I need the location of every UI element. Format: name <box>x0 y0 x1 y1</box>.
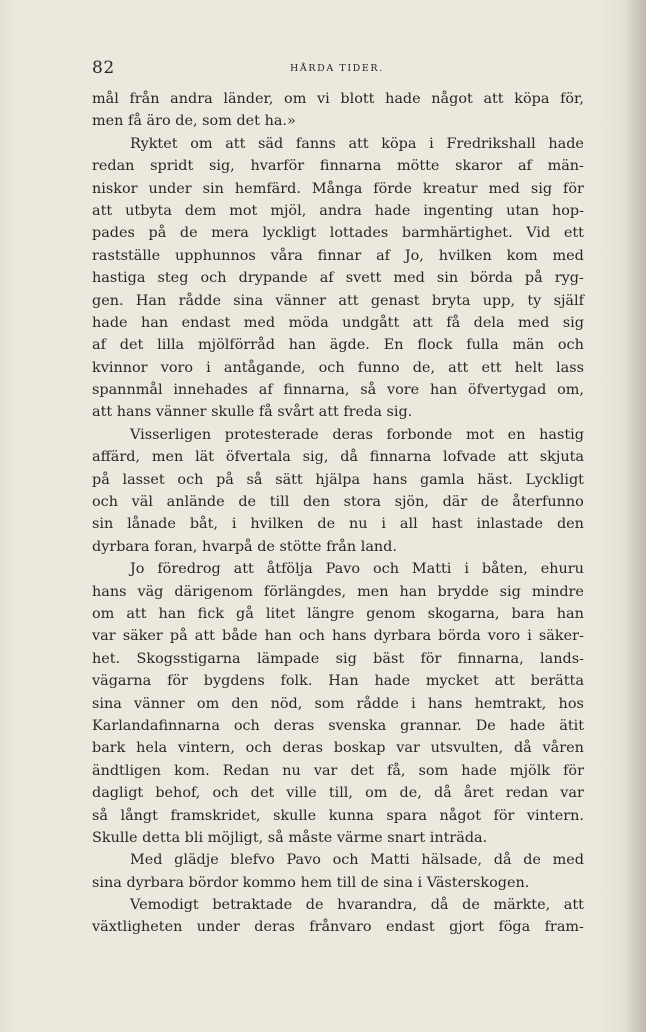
text-line: att hans vänner skulle få svårt att freda sig. <box>92 404 413 421</box>
text-line: så långt framskridet, skulle kunna spara något för vintern. <box>92 807 584 824</box>
text-line: sina dyrbara bördor kommo hem till de sina i Västerskogen. <box>92 874 530 891</box>
text-line: Med glädje blefvo Pavo och Matti hälsade, då de med <box>130 852 584 869</box>
paragraph <box>92 849 584 894</box>
text-line: Karlandafinnarna och deras svenska grannar. De hade ätit <box>92 717 584 734</box>
text-line: om att han fick gå litet längre genom skogarna, bara han <box>92 605 584 622</box>
text-line: hans väg därigenom förlängdes, men han brydde sig mindre <box>92 583 584 600</box>
text-line: gen. Han rådde sina vänner att genast bryta upp, ty själf <box>92 292 584 309</box>
text-line: på lasset och på så sätt hjälpa hans gamla häst. Lyckligt <box>92 471 584 488</box>
paragraph <box>92 558 584 849</box>
page-number: 82 <box>92 58 115 78</box>
text-line: hastiga steg och drypande af svett med sin börda på ryg- <box>92 270 584 287</box>
text-line: hade han endast med möda undgått att få dela med sig <box>92 314 584 331</box>
text-line: Skulle detta bli möjligt, så måste värme snart inträda. <box>92 829 488 846</box>
text-line: att utbyta dem mot mjöl, andra hade ingenting utan hop- <box>92 202 584 219</box>
text-line: men få äro de, som det ha.» <box>92 113 296 130</box>
text-line: dagligt behof, och det ville till, om de, då året redan var <box>92 785 584 802</box>
text-line: och väl anlände de till den stora sjön, där de återfunno <box>92 494 584 511</box>
paragraph <box>92 88 584 133</box>
text-line: var säker på att både han och hans dyrbara börda voro i säker- <box>92 628 584 645</box>
text-line: niskor under sin hemfärd. Många förde kreatur med sig för <box>92 180 584 197</box>
text-line: rastställe upphunnos våra finnar af Jo, hvilken kom med <box>92 247 584 264</box>
text-line: pades på de mera lyckligt lottades barmhärtighet. Vid ett <box>92 225 584 242</box>
text-line: spannmål innehades af finnarna, så vore han öfvertygad om, <box>92 382 584 399</box>
text-line: kvinnor voro i antågande, och funno de, att ett helt lass <box>92 359 584 376</box>
text-line: dyrbara foran, hvarpå de stötte från land. <box>92 538 397 555</box>
text-line: Jo föredrog att åtfölja Pavo och Matti i båten, ehuru <box>130 561 584 578</box>
paragraph <box>92 424 584 558</box>
text-line: affärd, men lät öfvertala sig, då finnarna lofvade att skjuta <box>92 449 584 466</box>
text-line: vägarna för bygdens folk. Han hade mycket att berätta <box>92 673 584 690</box>
text-line: af det lilla mjölförråd han ägde. En flock fulla män och <box>92 337 584 354</box>
text-line: bark hela vintern, och deras boskap var utsvulten, då våren <box>92 740 584 757</box>
page-header <box>92 58 586 80</box>
page-edge-shadow <box>626 0 646 1032</box>
text-line: mål från andra länder, om vi blott hade något att köpa för, <box>92 91 584 107</box>
running-head: HÅRDA TIDER. <box>290 63 384 74</box>
text-line: växtligheten under deras frånvaro endast gjort föga fram- <box>92 919 584 936</box>
paragraph <box>92 894 584 939</box>
text-line: ändtligen kom. Redan nu var det få, som hade mjölk för <box>92 762 584 779</box>
text-line: Ryktet om att säd fanns att köpa i Fredrikshall hade <box>130 135 584 152</box>
text-line: sin lånade båt, i hvilken de nu i all hast inlastade den <box>92 516 584 533</box>
text-line: het. Skogsstigarna lämpade sig bäst för finnarna, lands- <box>92 650 584 667</box>
text-line: sina vänner om den nöd, som rådde i hans hemtrakt, hos <box>92 695 584 712</box>
text-line: Vemodigt betraktade de hvarandra, då de märkte, att <box>130 897 584 914</box>
text-line: Visserligen protesterade deras forbonde mot en hastig <box>130 426 584 443</box>
body-text <box>92 88 584 939</box>
paragraph <box>92 133 584 424</box>
text-line: redan spridt sig, hvarför finnarna mötte skaror af män- <box>92 158 584 175</box>
